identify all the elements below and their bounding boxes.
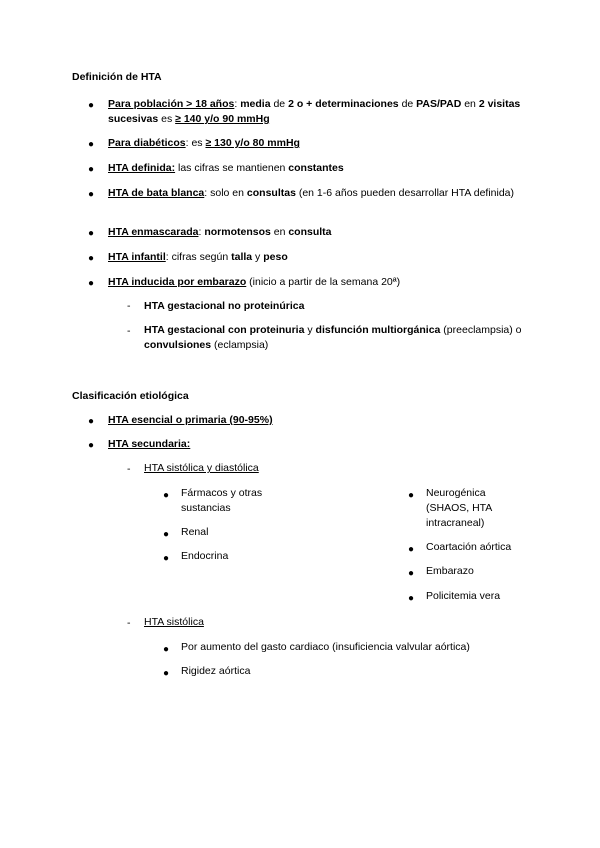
list-item: HTA esencial o primaria (90-95%) — [108, 414, 273, 426]
list-item: Neurogénica (SHAOS, HTA intracraneal) — [426, 487, 492, 529]
bullet-icon: ● — [88, 164, 95, 175]
sub-list-item: HTA gestacional no proteinúrica — [144, 300, 305, 312]
list-item: Para población > 18 años: media de 2 o + determinaciones de PAS/PAD en 2 visitas sucesivas es ≥ 140 y/o 90 mmHg — [108, 98, 521, 125]
bullet-icon: ● — [88, 440, 95, 451]
bullet-icon: ● — [88, 416, 95, 427]
list-item: HTA inducida por embarazo (inicio a partir de la semana 20ª) — [108, 276, 401, 288]
bullet-icon: ● — [163, 490, 170, 501]
bullet-icon: ● — [408, 593, 415, 604]
list-item: Para diabéticos: es ≥ 130 y/o 80 mmHg — [108, 137, 300, 149]
section-title-definicion: Definición de HTA — [72, 71, 162, 83]
bullet-icon: ● — [408, 544, 415, 555]
list-item: HTA definida: las cifras se mantienen constantes — [108, 162, 344, 174]
dash-icon: - — [127, 463, 131, 475]
section-title-clasificacion: Clasificación etiológica — [72, 390, 189, 402]
list-item: Embarazo — [426, 565, 474, 577]
list-item: HTA de bata blanca: solo en consultas (en 1-6 años pueden desarrollar HTA definida) — [108, 187, 515, 199]
bullet-icon: ● — [88, 189, 95, 200]
list-item: Rigidez aórtica — [181, 665, 251, 677]
list-item: Fármacos y otras sustancias — [181, 487, 263, 514]
dash-icon: - — [127, 325, 131, 337]
dash-icon: - — [127, 617, 131, 629]
list-item: Renal — [181, 526, 209, 538]
bullet-icon: ● — [408, 568, 415, 579]
bullet-icon: ● — [163, 553, 170, 564]
list-item: HTA enmascarada: normotensos en consulta — [108, 226, 332, 238]
list-item: HTA infantil: cifras según talla y peso — [108, 251, 288, 263]
bullet-icon: ● — [88, 278, 95, 289]
list-item: HTA secundaria: — [108, 438, 191, 450]
list-item: Endocrina — [181, 550, 229, 562]
sub-list-item: HTA gestacional con proteinuria y disfunción multiorgánica (preeclampsia) o convulsiones (eclampsia) — [144, 324, 522, 351]
bullet-icon: ● — [88, 228, 95, 239]
sub-heading-sistolica: HTA sistólica — [144, 616, 204, 628]
bullet-icon: ● — [163, 644, 170, 655]
sub-heading-sistolica-diastolica: HTA sistólica y diastólica — [144, 462, 259, 474]
bullet-icon: ● — [163, 668, 170, 679]
dash-icon: - — [127, 300, 131, 312]
list-item: Por aumento del gasto cardiaco (insuficiencia valvular aórtica) — [181, 641, 470, 653]
list-item: Policitemia vera — [426, 590, 501, 602]
bullet-icon: ● — [408, 490, 415, 501]
bullet-icon: ● — [163, 529, 170, 540]
list-item: Coartación aórtica — [426, 541, 512, 553]
bullet-icon: ● — [88, 100, 95, 111]
bullet-icon: ● — [88, 139, 95, 150]
bullet-icon: ● — [88, 253, 95, 264]
